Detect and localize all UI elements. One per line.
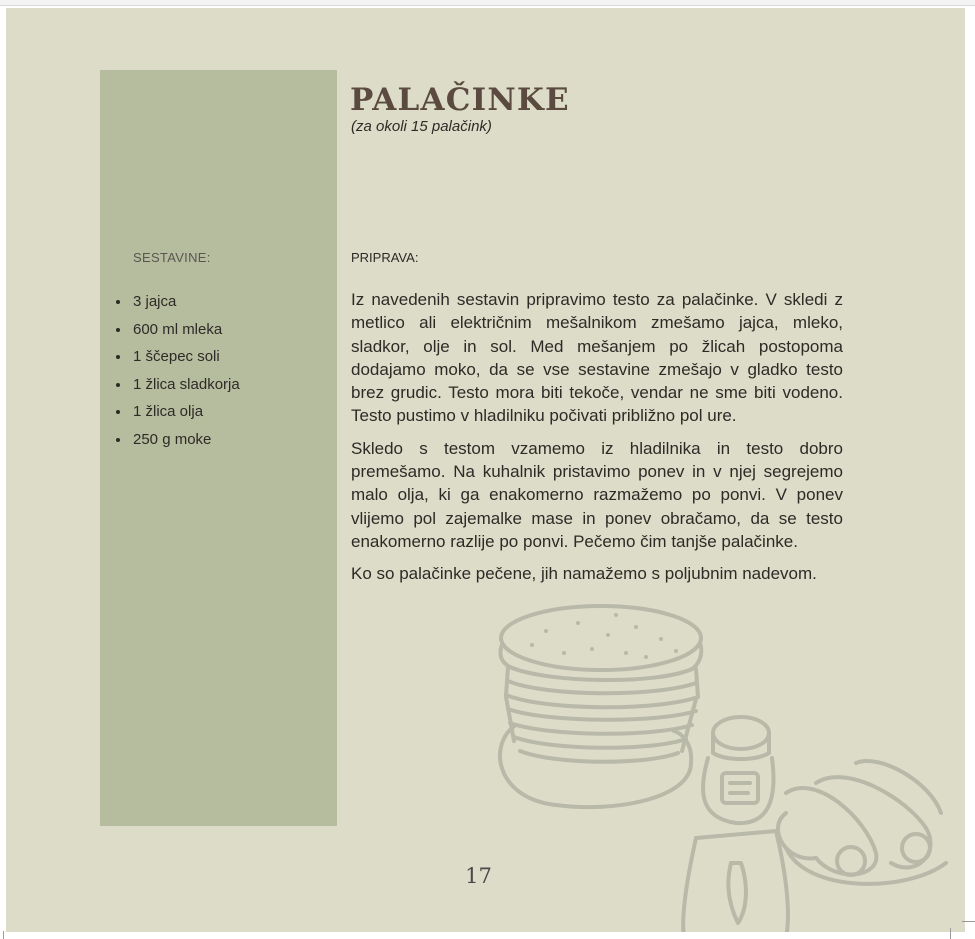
ingredient-item: 3 jajca xyxy=(113,292,240,320)
ingredient-item: 250 g moke xyxy=(113,430,240,458)
ingredient-list xyxy=(113,292,240,457)
ingredients-sidebar xyxy=(100,70,337,826)
preparation-heading: PRIPRAVA: xyxy=(351,250,419,265)
preparation-paragraph: Iz navedenih sestavin pripravimo testo za palačinke. V skledi z metlico ali električnim mešalnikom zmešamo jajca, mleko, sladkor, olje in sol. Med mešanjem po žlicah postopoma dodajamo moko, da se vse sestavine zmešajo v gladko testo brez grudic. Testo mora biti tekoče, vendar ne sme biti vodeno. Testo pustimo v hladilniku počivati približno pol ure. xyxy=(351,290,843,426)
ingredient-item: 1 ščepec soli xyxy=(113,347,240,375)
crop-mark-right xyxy=(950,928,951,939)
preparation-text xyxy=(351,288,843,595)
ingredients-heading: SESTAVINE: xyxy=(133,250,211,265)
crop-mark-left xyxy=(3,931,4,939)
preparation-paragraph: Ko so palačinke pečene, jih namažemo s poljubnim nadevom. xyxy=(351,564,817,584)
top-rule xyxy=(0,0,975,6)
recipe-page xyxy=(6,8,965,932)
ingredient-item: 1 žlica olja xyxy=(113,402,240,430)
ingredient-item: 1 žlica sladkorja xyxy=(113,375,240,403)
recipe-title: PALAČINKE xyxy=(350,82,570,118)
ingredient-item: 600 ml mleka xyxy=(113,320,240,348)
recipe-subtitle: (za okoli 15 palačink) xyxy=(351,118,492,135)
crop-mark-right-h xyxy=(962,921,975,922)
preparation-paragraph: Skledo s testom vzamemo iz hladilnika in testo dobro premešamo. Na kuhalnik pristavimo ponev in v njej segrejemo malo olja, ki ga enakomerno razmažemo po ponvi. V ponev vlijemo pol zajemalke mase in ponev obračamo, da se testo enakomerno razlije po ponvi. Pečemo čim tanjše palačinke. xyxy=(351,438,843,551)
page-number: 17 xyxy=(465,864,492,888)
